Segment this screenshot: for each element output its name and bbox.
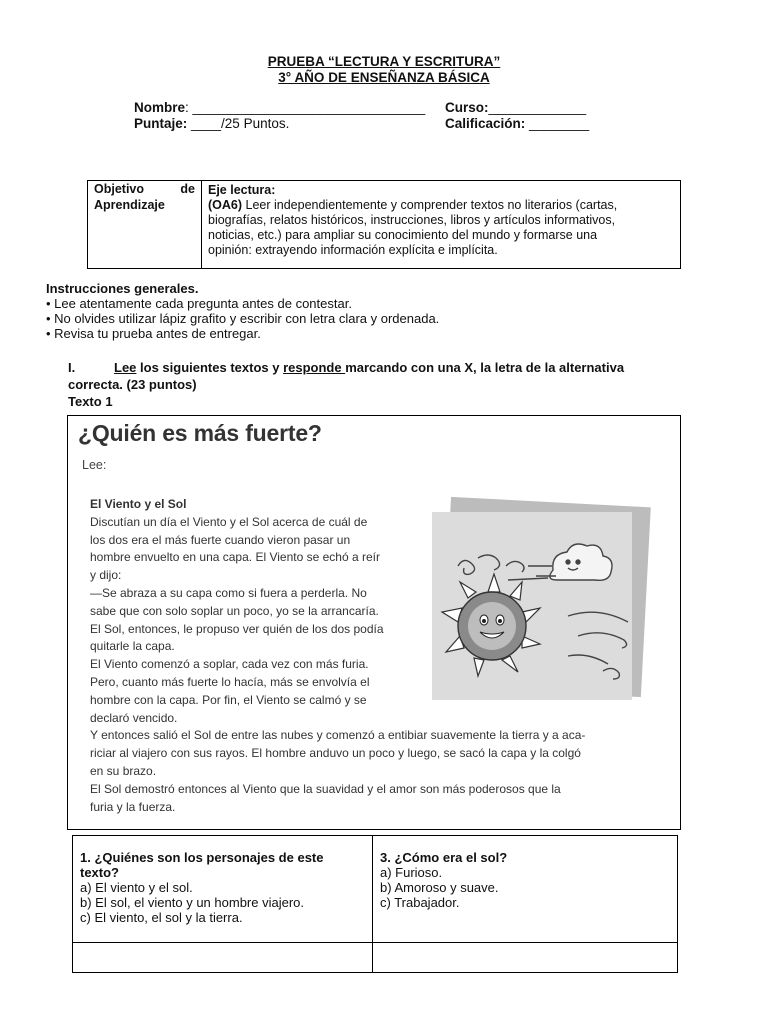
puntaje-field[interactable]: ____/25 Puntos. [187, 116, 290, 131]
puntaje-label: Puntaje: [134, 116, 188, 131]
instruction-item: • Revisa tu prueba antes de entregar. [46, 326, 261, 341]
story-line: hombre con la capa. Por fin, el Viento se calmó y se [90, 692, 367, 707]
question-1-title-2: texto? [80, 865, 119, 880]
objective-content-cell [202, 181, 680, 258]
aprendizaje-word: Aprendizaje [94, 198, 165, 212]
exam-title-quote: “LECTURA Y ESCRITURA” [328, 54, 501, 69]
story-line: sabe que con solo soplar un poco, yo se la arrancaría. [90, 603, 379, 618]
question-3-option-c[interactable]: c) Trabajador. [380, 895, 460, 910]
nombre-field[interactable]: : _______________________________ [185, 100, 426, 115]
table-divider [73, 942, 677, 943]
instruction-item: • No olvides utilizar lápiz grafito y escribir con letra clara y ordenada. [46, 311, 440, 326]
question-3 [373, 836, 677, 942]
story-line: El Sol demostró entonces al Viento que la suavidad y el amor son más poderosos que la [90, 781, 561, 796]
story-line: quitarle la capa. [90, 639, 175, 654]
story-line: Discutían un día el Viento y el Sol acerca de cuál de [90, 514, 368, 529]
story-line: hombre envuelto en una capa. El Viento se echó a reír [90, 550, 380, 565]
section-heading: I. Lee los siguientes textos y responde marcando con una X, la letra de la alternativa correcta. (23 puntos) Texto 1 [68, 359, 718, 410]
question-3-option-b[interactable]: b) Amoroso y suave. [380, 880, 499, 895]
story-line: riciar al viajero con sus rayos. El hombre anduvo un poco y luego, se sacó la capa y la colgó [90, 746, 581, 761]
calificacion-field[interactable]: ________ [525, 116, 590, 131]
curso-label: Curso: [445, 100, 489, 115]
exam-title [0, 54, 768, 69]
section-line2: correcta. (23 puntos) [68, 377, 197, 392]
exam-subtitle [0, 70, 768, 85]
story-line: furia y la fuerza. [90, 799, 176, 814]
story-line: en su brazo. [90, 763, 157, 778]
question-1-option-c[interactable]: c) El viento, el sol y la tierra. [80, 910, 243, 925]
question-1-option-a[interactable]: a) El viento y el sol. [80, 880, 193, 895]
section-responde: responde [283, 360, 346, 375]
exam-grade: 3° AÑO DE ENSEÑANZA BÁSICA [278, 70, 490, 85]
story-title: El Viento y el Sol [90, 497, 187, 511]
puntaje-row [134, 116, 289, 131]
story-line: y dijo: [90, 568, 122, 583]
question-3-title: 3. ¿Cómo era el sol? [380, 850, 508, 865]
question-3-option-a[interactable]: a) Furioso. [380, 865, 443, 880]
question-1 [73, 836, 373, 972]
question-1-option-b[interactable]: b) El sol, el viento y un hombre viajero. [80, 895, 304, 910]
curso-row [445, 100, 586, 115]
story-line: —Se abraza a su capa como si fuera a perderla. No [90, 585, 367, 600]
instructions [46, 281, 439, 341]
story-line: Pero, cuanto más fuerte lo hacía, más se envolvía el [90, 674, 370, 689]
curso-field[interactable]: _____________ [488, 100, 587, 115]
sun-wind-illustration [418, 496, 663, 706]
reading-heading: ¿Quién es más fuerte? [78, 420, 322, 446]
instruction-item: • Lee atentamente cada pregunta antes de contestar. [46, 296, 352, 311]
objective-line-2: biografías, relatos históricos, instrucciones, libros y artículos informativos, [208, 213, 616, 227]
objective-line-1: (OA6) Leer independientemente y comprender textos no literarios (cartas, [208, 198, 618, 212]
section-numeral: I. [68, 360, 76, 375]
questions-table [72, 835, 678, 973]
reading-box [67, 415, 681, 830]
objective-code: (OA6) [208, 198, 243, 212]
objective-line-3: noticias, etc.) para ampliar su conocimiento del mundo y formarse una [208, 228, 598, 242]
reading-lee: Lee: [82, 458, 107, 472]
objective-word: Objetivo [94, 182, 145, 196]
nombre-row [134, 100, 425, 115]
story-line: los dos era el más fuerte cuando vieron pasar un [90, 532, 351, 547]
story-line: El Sol, entonces, le propuso ver quién de los dos podía [90, 621, 384, 636]
story-line: El Viento comenzó a soplar, cada vez con más furia. [90, 657, 369, 672]
objective-label-cell [88, 181, 202, 268]
objective-line-4: opinión: extrayendo información explícita e implícita. [208, 243, 498, 257]
texto-label: Texto 1 [68, 394, 113, 409]
story-line: declaró vencido. [90, 710, 178, 725]
objective-table [87, 180, 681, 269]
calificacion-label: Calificación: [445, 116, 526, 131]
calificacion-row [445, 116, 589, 131]
story-line: Y entonces salió el Sol de entre las nubes y comenzó a entibiar suavemente la tierra y a aca- [90, 728, 586, 743]
instructions-title: Instrucciones generales. [46, 281, 199, 296]
objective-word-de: de [180, 182, 195, 196]
section-lee: Lee [114, 360, 137, 375]
exam-title-prefix: PRUEBA [267, 54, 328, 69]
eje-lectura: Eje lectura: [208, 183, 276, 197]
question-1-title: 1. ¿Quiénes son los personajes de este [80, 850, 324, 865]
nombre-label: Nombre [134, 100, 186, 115]
